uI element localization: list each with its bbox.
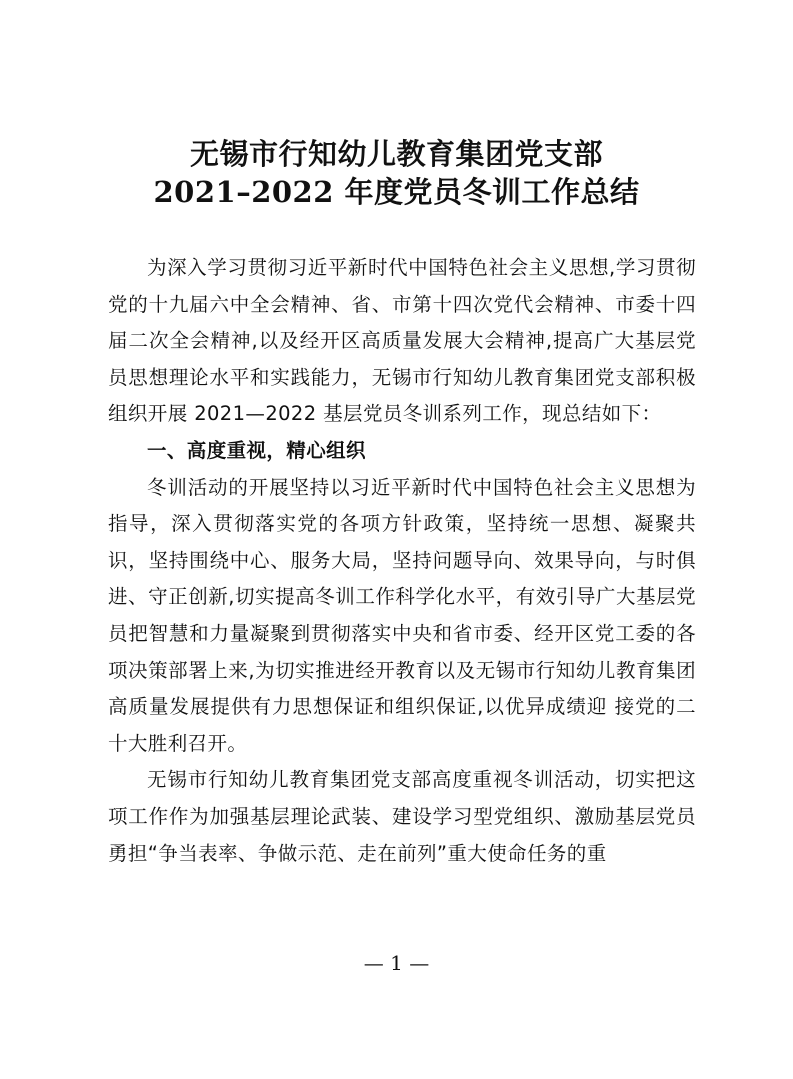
document-title-line-1: 无锡市行知幼儿教育集团党支部 [189, 137, 603, 171]
document-body [108, 250, 696, 872]
intro-paragraph: 为深入学习贯彻习近平新时代中国特色社会主义思想,学习贯彻党的十九届六中全会精神、省、市第十四次党代会精神、市委十四届二次全会精神,以及经开区高质量发展大会精神,提高广大基层党员思想理论水平和实践能力，无锡市行知幼儿教育集团党支部积极组织开展 2021—2022 基层党员冬训系列工作，现总结如下： [108, 256, 696, 426]
document-title-line-2: 2021–2022 年度党员冬训工作总结 [153, 175, 640, 209]
section-heading: 一、高度重视，精心组织 [147, 438, 366, 462]
page-number: — 1 — [363, 951, 430, 975]
section-paragraph-1: 冬训活动的开展坚持以习近平新时代中国特色社会主义思想为指导，深入贯彻落实党的各项方针政策，坚持统一思想、凝聚共识，坚持围绕中心、服务大局，坚持问题导向、效果导向，与时俱进、守正创新,切实提高冬训工作科学化水平，有效引导广大基层党员把智慧和力量凝聚到贯彻落实中央和省市委、经开区党工委的各项决策部署上来,为切实推进经开教育以及无锡市行知幼儿教育集团高质量发展提供有力思想保证和组织保证,以优异成绩迎 接党的二十大胜利召开。 [108, 475, 696, 755]
section-paragraph-2: 无锡市行知幼儿教育集团党支部高度重视冬训活动，切实把这项工作作为加强基层理论武装、建设学习型党组织、激励基层党员勇担“争当表率、争做示范、走在前列”重大使命任务的重 [108, 768, 696, 865]
